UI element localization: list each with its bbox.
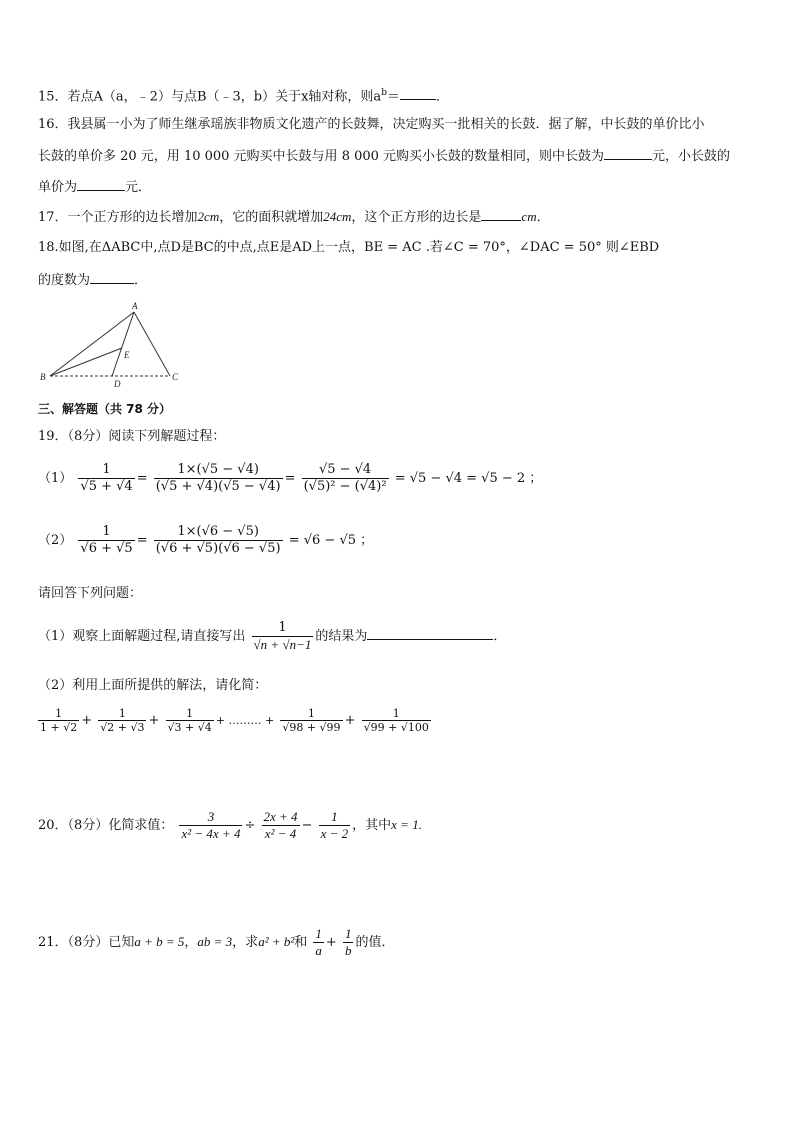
q17-text-b: ，它的面积就增加 [219,210,324,225]
question-18-line-1: 18.如图,在ΔABC中,点D是BC的中点,点E是AD上一点，BE = AC .若∠C = 70°，∠DAC = 50° 则∠EBD [38,240,660,255]
q19-eq2-tail: = √6 − √5 ； [288,533,374,548]
q21-condition-1: a + b = 5 [134,934,185,949]
q16-text-d: 元． [125,180,152,195]
question-17 [38,207,550,227]
q15-text-b: ＝ [386,89,400,105]
label-d: D [114,379,121,389]
q21-frac-1: $\frac{1}{a}$ [315,926,322,958]
q20-text: 20．（8分）化简求值： [38,818,174,833]
q17-unit: cm [521,209,537,224]
triangle-figure [36,300,186,390]
q15-superscript: b [381,88,387,98]
q19-sub1-text: （1）观察上面解题过程,请直接写出 [38,629,246,644]
q19-sub1-answer-blank[interactable] [367,626,493,640]
q21-separator: ， [184,935,198,950]
label-a: A [132,301,138,311]
sum-term-1: $\frac{1}{1 + √2}$ [40,707,78,734]
q19-sub1-text-b: 的结果为 [315,629,368,644]
q16-text-a: 长鼓的单价多 20 元，用 10 000 元购买中长鼓与用 8 000 元购买小长鼓的数量相同，则中长鼓为 [38,149,605,164]
q20-frac-3: $\frac{1}{x - 2}$ [320,809,349,841]
segment-be [50,348,122,376]
q19-ask: 请回答下列问题： [38,586,143,601]
q19-equation-2: （2） $\frac{1}{√6 + √5}$ = $\frac{1\times(√6 - √5)}{(√6 + √5)(√6 - √5)}$ = √6 − √5 ； [38,524,374,556]
q21-and: 和 [294,935,308,950]
q17-text-a: 17．一个正方形的边长增加 [38,210,198,225]
q16-text-b: 元，小长鼓的 [652,149,731,164]
sum-ellipsis: + ……… + [215,714,275,727]
question-21 [38,925,394,960]
segment-ba [50,312,134,376]
q17-value-1: 2cm [197,209,220,224]
q18-text: 的度数为 [38,273,91,288]
q19-eq1-label: （1） [38,471,73,486]
q21-expression: a² + b² [258,934,295,949]
q21-text-c: 的值． [355,935,395,950]
q20-text-b: ，其中 [352,818,392,833]
q17-text-c: ，这个正方形的边长是 [351,210,482,225]
q19-sub-question-2: （2）利用上面所提供的解法，请化简： [38,678,268,693]
question-16-line-2 [38,146,730,166]
segment-ad [112,312,134,376]
q15-text-a: 15．若点A（a，﹣2）与点B（﹣3，b）关于x轴对称，则a [38,89,382,105]
segment-ac [134,312,170,376]
q19-eq2-label: （2） [38,533,73,548]
q20-frac-2: $\frac{2x + 4}{\text{x² − 4}}$ [263,809,298,841]
question-19-intro: 19．（8分）阅读下列解题过程： [38,429,226,444]
q20-condition: x = 1. [391,817,422,832]
q19-eq1-tail: = √5 − √4 = √5 − 2 ； [394,471,543,486]
q20-frac-1: $\frac{3}{\text{x² − 4x + 4}}$ [181,809,241,841]
q19-eq1-frac-1: $\frac{1}{√5 + √4}$ [80,462,133,494]
q16-answer-blank-2[interactable] [77,177,125,191]
sum-term-2: $\frac{1}{√2 + √3}$ [100,707,145,734]
sum-term-99: $\frac{1}{√99 + √100}$ [363,707,429,734]
q18-end: ． [134,273,148,288]
sum-term-98: $\frac{1}{√98 + √99}$ [282,707,341,734]
q17-end: ． [536,210,550,225]
q21-condition-2: ab = 3 [197,934,233,949]
q21-frac-2: $\frac{1}{b}$ [344,926,352,958]
q19-eq1-frac-3: $\frac{√5 - √4}{\text{(√5)² − (√4)²}}$ [303,462,387,494]
question-16-line-3 [38,177,151,197]
q15-answer-blank[interactable] [400,86,436,100]
q17-answer-blank[interactable] [481,207,521,221]
q20-op-1: ÷ [244,818,256,833]
question-15 [38,84,449,106]
q18-answer-blank[interactable] [90,270,134,284]
q19-equation-1: （1） $\frac{1}{√5 + √4}$ = $\frac{1\times(√5 - √4)}{(√5 + √4)(√5 - √4)}$ = $\frac{√5 - √4}{\text{(√5)² − (√4)²}}$ = √5 − √4 = √5 − 2 ； [38,462,543,494]
sum-term-3: $\frac{1}{√3 + √4}$ [167,707,212,734]
q19-sub-question-1 [38,620,506,654]
question-18-line-2 [38,270,147,290]
q19-sub1-end: ． [493,629,507,644]
q19-eq1-frac-2: $\frac{1\times(√5 - √4)}{(√5 + √4)(√5 - √4)}$ [155,462,281,494]
label-e: E [124,350,130,360]
q17-value-2: 24cm [323,209,352,224]
label-b: B [40,372,46,382]
q19-eq2-frac-2: $\frac{1\times(√6 - √5)}{(√6 + √5)(√6 - √5)}$ [155,524,281,556]
q15-end: ． [435,89,449,105]
question-20 [38,808,422,843]
q16-answer-blank-1[interactable] [604,146,652,160]
section-3-heading: 三、解答题（共 78 分） [38,402,172,416]
q19-sum-expression: $\frac{1}{1 + √2}$ + $\frac{1}{√2 + √3}$ + $\frac{1}{√3 + √4}$ + ……… + $\frac{1}{√98 + √99}$ + $\frac{1}{√99 + √100}$ [40,707,429,734]
question-16-line-1: 16．我县属一小为了师生继承瑶族非物质文化遗产的长鼓舞，决定购买一批相关的长鼓．据了解，中长鼓的单价比小 [38,117,705,132]
q21-text-a: 21．（8分）已知 [38,935,135,950]
q16-text-c: 单价为 [38,180,78,195]
label-c: C [172,372,179,382]
q19-sub1-frac: $\frac{1}{√n + √n-1}$ [253,620,312,652]
q20-op-2: − [301,818,313,833]
q21-plus: + [325,935,337,950]
q21-text-b: ，求 [232,935,259,950]
q19-eq2-frac-1: $\frac{1}{√6 + √5}$ [80,524,133,556]
